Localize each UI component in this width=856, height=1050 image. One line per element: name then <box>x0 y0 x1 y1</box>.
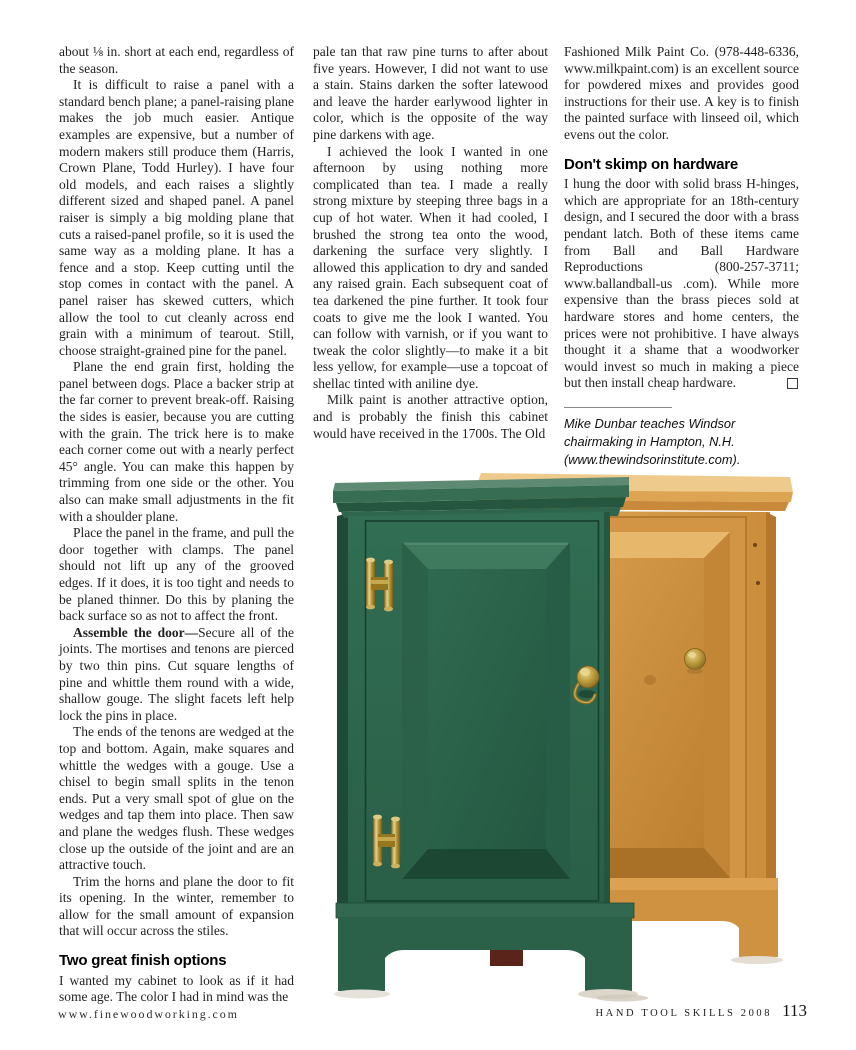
section-heading-finish-options: Two great finish options <box>59 952 227 970</box>
paragraph: I achieved the look I wanted in one afternoon by using nothing more complicated than tea. I made a really strong mixture by steeping three bags in a cup of hot water. When it had cooled, I brushed the strong tea onto the wood, darkening the surface very slightly. I allowed this application to dry and sanded any raised grain. Each subsequent coat of tea darkened the pine further. It took four coats to give me the look I wanted. You can follow with varnish, or if you want to tweak the color slightly—to make it a bit less yellow, for example—use a topcoat of shellac tinted with aniline dye. <box>313 143 548 391</box>
green-cabinet <box>333 477 648 1002</box>
green-base-molding <box>336 903 634 918</box>
paragraph-text: I hung the door with solid brass H-hinges, which are appropriate for an 18th-century design, and I secured the door with a brass pendant latch. Both of these items came from Ball and Ball Hardware Reproductions (800-257-3711; www.ballandball-us .com). While more expensive than the brass pieces sold at hardware stores and home centers, the prices were not prohibitive. I have always thought it a shame that a woodworker would invest so much in making a piece but then install cheap hardware. <box>564 176 799 391</box>
column-middle <box>313 44 548 442</box>
end-of-article-mark <box>787 378 798 389</box>
pine-side-edge <box>766 512 776 880</box>
paragraph: I wanted my cabinet to look as if it had some age. The color I had in mind was the <box>59 972 294 1005</box>
green-raised-panel <box>428 569 546 849</box>
paragraph <box>59 625 294 725</box>
pine-brass-knob <box>685 649 706 670</box>
pine-knot <box>644 675 656 685</box>
column-right <box>564 44 799 469</box>
pine-base-molding <box>583 878 778 890</box>
paragraph: about ⅛ in. short at each end, regardless of the season. <box>59 44 294 76</box>
paragraph <box>564 176 799 392</box>
paragraph-text: Secure all of the joints. The mortises and tenons are pierced by two thin pins. Cut square lengths of pine and whittle them round with a wide, shallow gouge. The slight facets left help lock the pins in place. <box>59 624 294 723</box>
paragraph: Trim the horns and plane the door to fit its opening. In the winter, remember to allow for the small amount of expansion that will occur across the stiles. <box>59 873 294 939</box>
green-foot-shadow <box>334 990 390 999</box>
green-base <box>338 918 632 991</box>
author-bio: Mike Dunbar teaches Windsor chairmaking in Hampton, N.H. (www.thewindsorinstitute.com). <box>564 415 741 468</box>
paragraph: Place the panel in the frame, and pull the door together with clamps. The panel should not lift up any of the grooved edges. If it does, it is too tight and needs to be planed thinner. Do this by planing the back surface so as not to affect the front. <box>59 525 294 624</box>
paragraph: It is difficult to raise a panel with a standard bench plane; a panel-raising plane makes the job much easier. Antique examples are expensive, but a number of modern makers still produce them (Harris, Crown Plane, Todd Hurley). I have four old models, and each raises a slightly different sized and shaped panel. A panel raiser is simply a big molding plane that cuts a raised-panel profile, so it is used the same way as a molding plane. It has a fence and a stop. Keep cutting until the stop comes in contact with the panel. A panel raiser has skewed cutters, which allow the tool to cut cleanly across end grain with a minimum of tearout. Still, choose straight-grained pine for the panel. <box>59 77 294 358</box>
bold-lead-in: Assemble the door— <box>73 624 199 640</box>
column-left <box>59 44 294 1006</box>
cabinet-photo <box>328 450 824 1004</box>
cabinet-illustration <box>328 450 824 1004</box>
footer-folio <box>596 1001 808 1021</box>
pine-foot-shadow <box>731 956 783 964</box>
paragraph: Plane the end grain first, holding the panel between dogs. Place a backer strip at the far corner to prevent break-off. Raising the sides is easier, because you are cutting with the grain. The trick here is to make each corner come out with a nearly perfect 45° angle. You can make this happen by trimming from one side or the other. You also can make small adjustments in the fit with a shoulder plane. <box>59 359 294 524</box>
footer-website: www.finewoodworking.com <box>58 1007 239 1021</box>
bio-divider <box>564 407 672 408</box>
paragraph: The ends of the tenons are wedged at the top and bottom. Again, make squares and whittle the wedges with a gouge. Use a chisel to begin small splits in the tenon ends. Put a very small spot of glue on the wedges and tap them into place. Then saw and plane the wedges flush. These wedges close up the outside of the joint and are an attractive touch. <box>59 724 294 873</box>
paragraph: Milk paint is another attractive option, and is probably the finish this cabinet would have received in the 1700s. The Old <box>313 392 548 441</box>
green-side <box>337 513 348 905</box>
paragraph: pale tan that raw pine turns to after about five years. However, I did not want to use a stain. Stains darken the softer latewood and leave the harder earlywood lighter in color, which is the opposite of the way pine darkens with age. <box>313 44 548 142</box>
paragraph: Fashioned Milk Paint Co. (978-448-6336, www.milkpaint.com) is an excellent source for powdered mixes and provides good instructions for their use. A key is to finish the painted surface with linseed oil, which evens out the color. <box>564 44 799 142</box>
page-number: 113 <box>782 1001 807 1020</box>
section-heading-hardware: Don't skimp on hardware <box>564 155 738 173</box>
publication-title: HAND TOOL SKILLS 2008 <box>595 1008 773 1019</box>
